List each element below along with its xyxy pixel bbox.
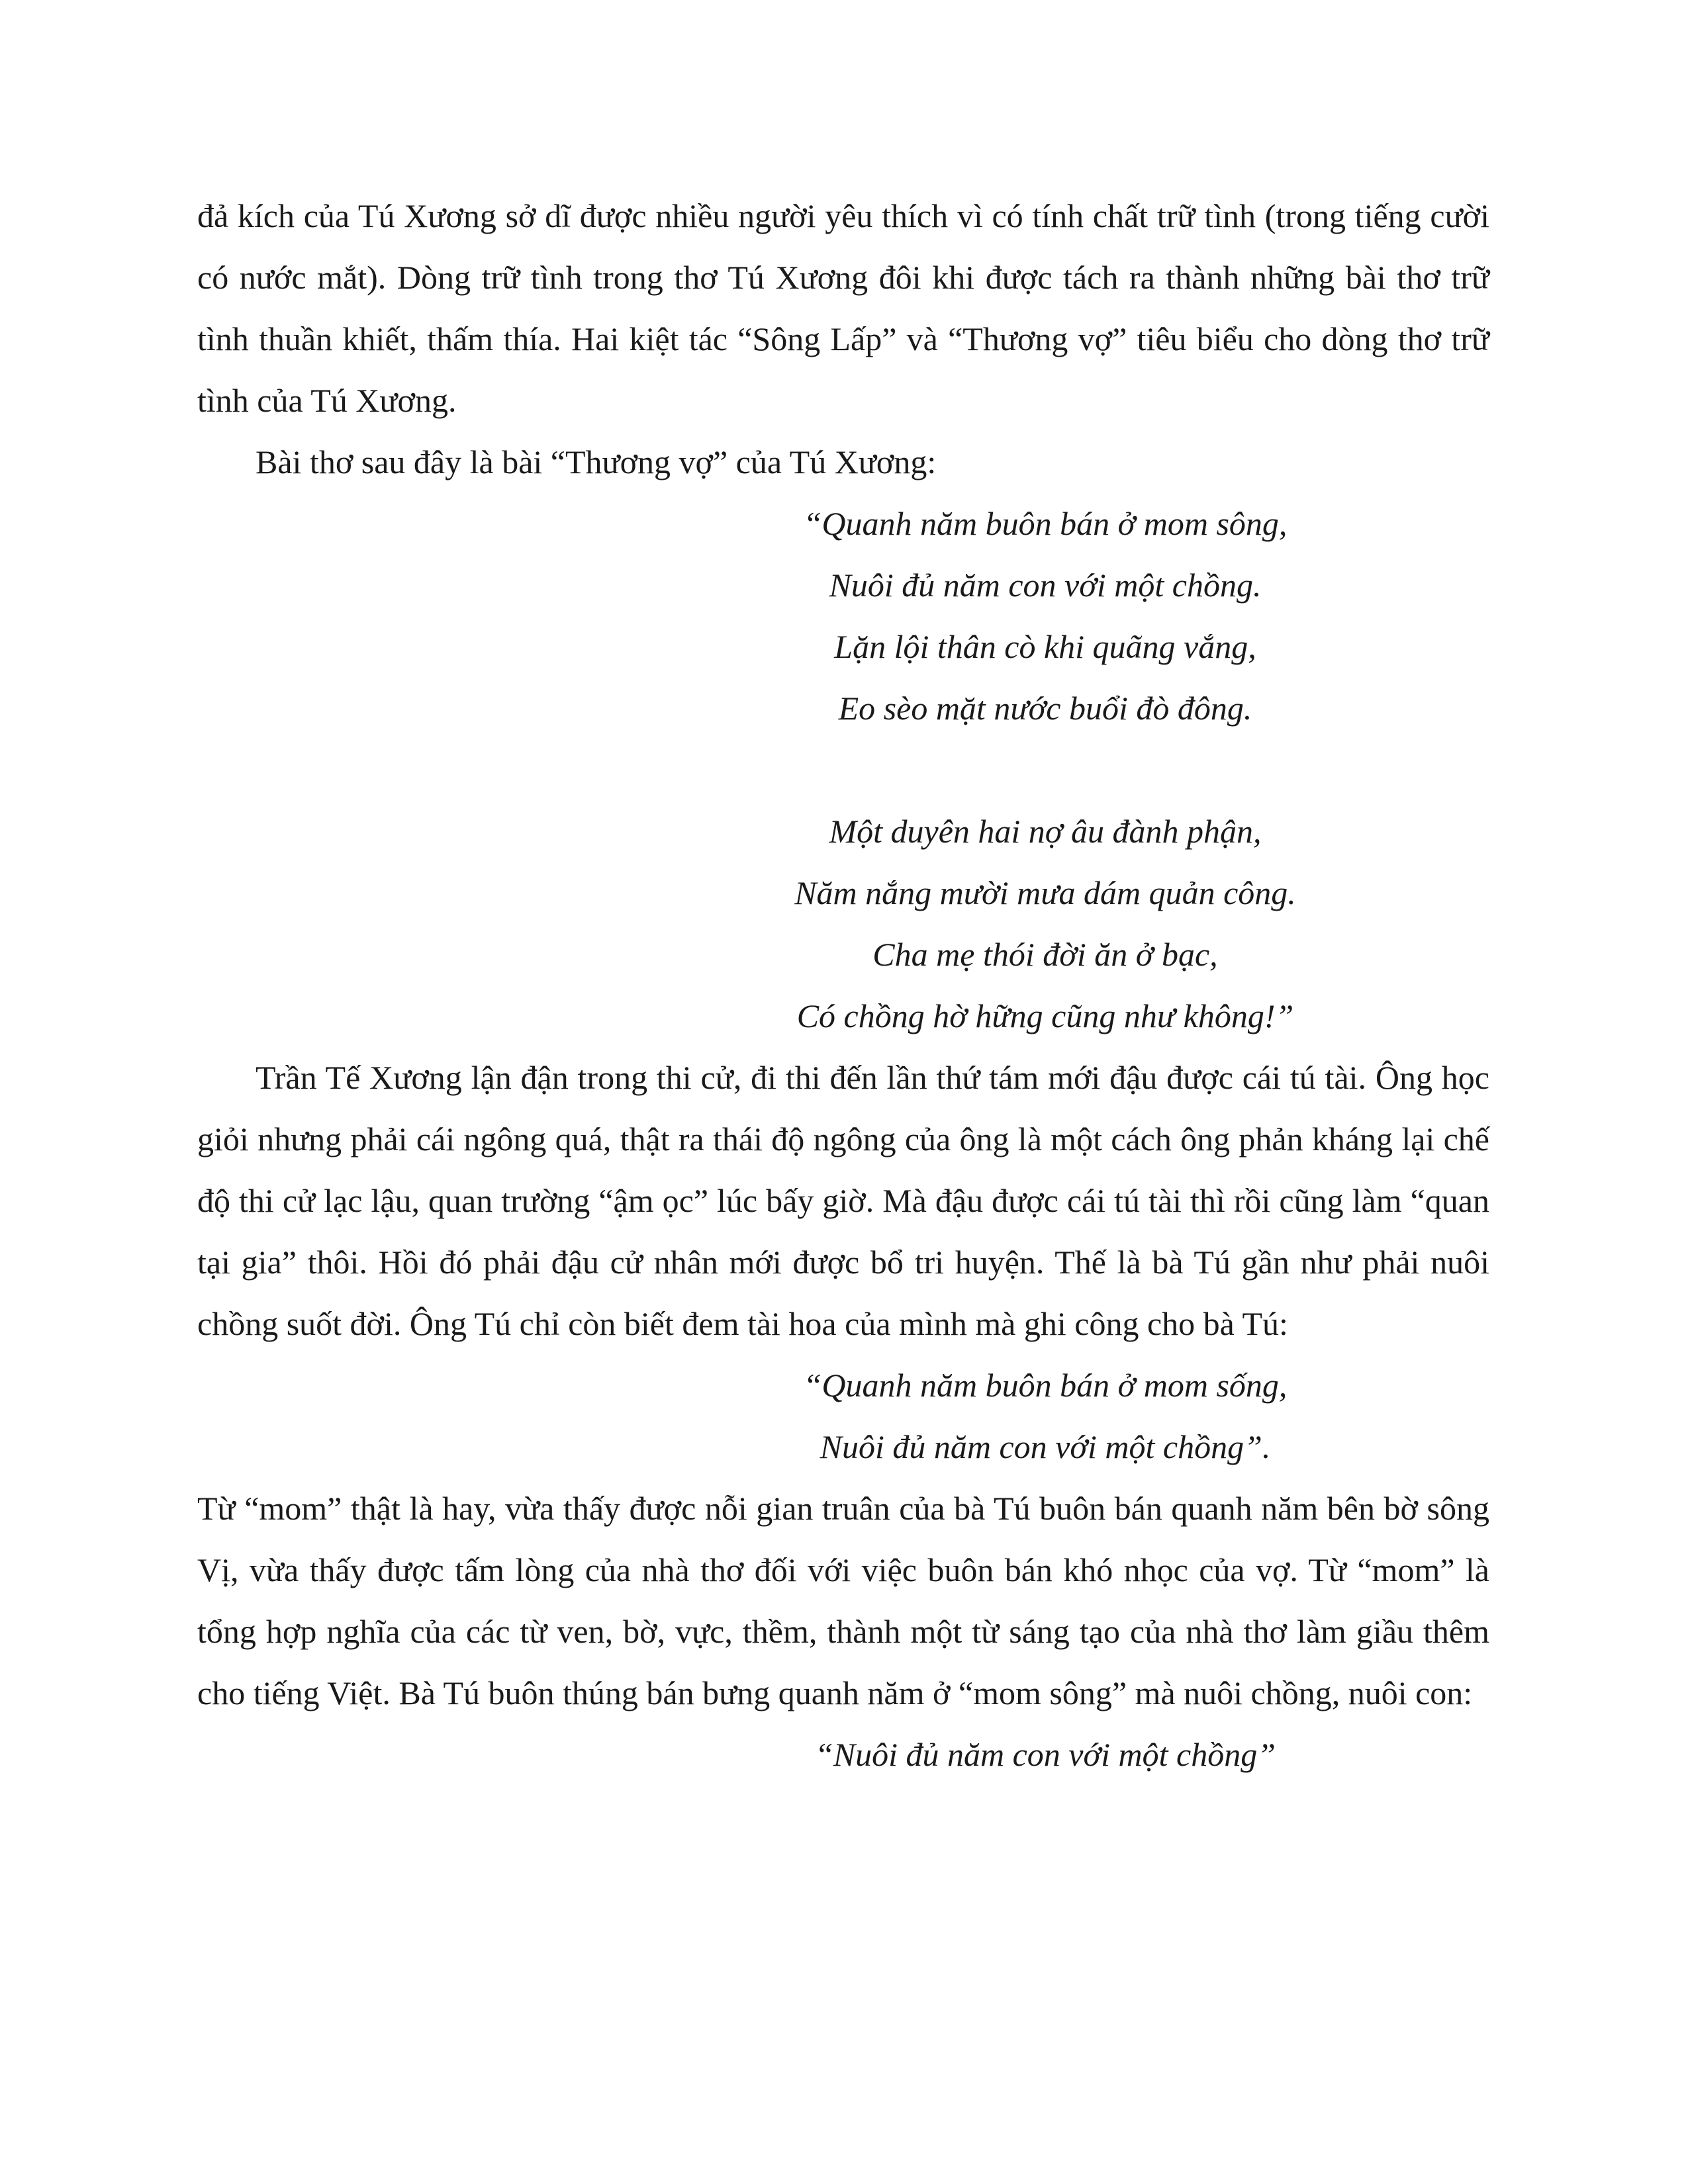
- poem-line: Cha mẹ thói đời ăn ở bạc,: [872, 936, 1218, 973]
- poem-line: Có chồng hờ hững cũng như không!”: [796, 997, 1294, 1034]
- paragraph-biography: Trần Tế Xương lận đận trong thi cử, đi thi đến lần thứ tám mới đậu được cái tú tài. Ông học giỏi nhưng phải cái ngông quá, thật ra thái độ ngông của ông là một cách ông phản kháng lại chế độ thi cử lạc lậu, quan trường “ậm ọc” lúc bấy giờ. Mà đậu được cái tú tài thì rồi cũng làm “quan tại gia” thôi. Hồi đó phải đậu cử nhân mới được bổ tri huyện. Thế là bà Tú gần như phải nuôi chồng suốt đời. Ông Tú chỉ còn biết đem tài hoa của mình mà ghi công cho bà Tú:: [197, 1059, 1489, 1342]
- poem-line: Nuôi đủ năm con với một chồng”.: [820, 1428, 1271, 1465]
- poem-line: Nuôi đủ năm con với một chồng.: [829, 567, 1262, 604]
- poem-line: Một duyên hai nợ âu đành phận,: [829, 813, 1262, 850]
- poem-line: “Nuôi đủ năm con với một chồng”: [814, 1736, 1276, 1773]
- poem-thuong-vo: [197, 493, 1489, 1047]
- poem-line: “Quanh năm buôn bán ở mom sông,: [803, 505, 1288, 542]
- document-page: [197, 185, 1489, 1786]
- paragraph-intro: đả kích của Tú Xương sở dĩ được nhiều người yêu thích vì có tính chất trữ tình (trong tiếng cười có nước mắt). Dòng trữ tình trong thơ Tú Xương đôi khi được tách ra thành những bài thơ trữ tình thuần khiết, thấm thía. Hai kiệt tác “Sông Lấp” và “Thương vợ” tiêu biểu cho dòng thơ trữ tình của Tú Xương.: [197, 197, 1489, 419]
- poem-line: “Quanh năm buôn bán ở mom sống,: [803, 1367, 1288, 1404]
- paragraph-poem-intro: Bài thơ sau đây là bài “Thương vợ” của Tú Xương:: [256, 443, 937, 480]
- poem-line: Năm nắng mười mưa dám quản công.: [794, 874, 1296, 911]
- poem-quote-2: [197, 1724, 1489, 1786]
- paragraph-analysis: Từ “mom” thật là hay, vừa thấy được nỗi gian truân của bà Tú buôn bán quanh năm bên bờ sông Vị, vừa thấy được tấm lòng của nhà thơ đối với việc buôn bán khó nhọc của vợ. Từ “mom” là tổng hợp nghĩa của các từ ven, bờ, vực, thềm, thành một từ sáng tạo của nhà thơ làm giầu thêm cho tiếng Việt. Bà Tú buôn thúng bán bưng quanh năm ở “mom sông” mà nuôi chồng, nuôi con:: [197, 1490, 1489, 1711]
- poem-line: Eo sèo mặt nước buổi đò đông.: [838, 690, 1252, 727]
- poem-quote-1: [197, 1355, 1489, 1478]
- poem-line: Lặn lội thân cò khi quãng vắng,: [834, 628, 1256, 665]
- stanza-gap: [197, 739, 1489, 801]
